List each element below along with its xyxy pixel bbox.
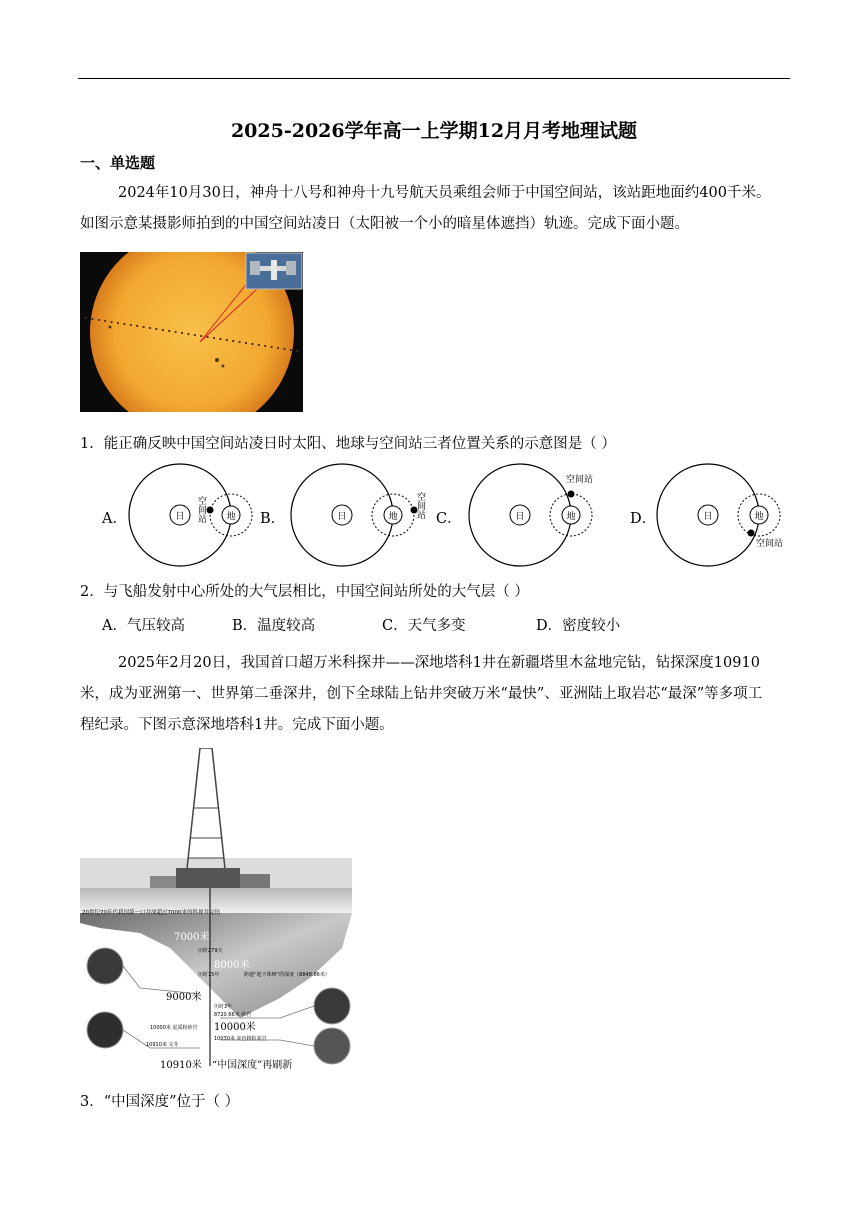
diagram-b[interactable] (286, 462, 436, 568)
passage-2-line-2: 米，成为亚洲第一、世界第二垂深井，创下全球陆上钻井突破万米“最快”、亚洲陆上取岩芯“最深”等多项工 (80, 686, 763, 702)
top-rule (78, 78, 790, 79)
transit-dot (149, 327, 151, 329)
transit-dot (283, 348, 285, 350)
earth-label: 地 (754, 512, 764, 522)
transit-dot (251, 343, 253, 345)
label-15-years: 历时15年 (198, 972, 220, 978)
sun-label: 日 (175, 512, 185, 522)
station-icon (271, 260, 277, 280)
core-sample (314, 988, 350, 1024)
station-dot (748, 530, 755, 537)
transit-dot (111, 321, 113, 323)
earth-label: 地 (566, 512, 576, 522)
passage-2-line-1: 2025年2月20日，我国首口超万米科探井——深地塔科1井在新疆塔里木盆地完钻，钻探深度10910 (118, 655, 760, 671)
diagram-c[interactable] (466, 462, 616, 568)
sun-label: 日 (337, 512, 347, 522)
earth-label: 地 (226, 512, 236, 522)
transit-dot (187, 333, 189, 335)
transit-dot (181, 332, 183, 334)
depth-9000: 9000米 (166, 992, 202, 1003)
note-70s: 20世纪70年代我国第一口井深超过7000米的科探井完钻 (82, 910, 220, 916)
passage-2-line-3: 程纪录。下图示意深地塔科1井。完成下面小题。 (80, 717, 394, 733)
transit-dot (123, 323, 125, 325)
label-limestone: 10030米 灰色粗粒灰岩 (214, 1036, 267, 1042)
station-panel-icon (250, 261, 260, 275)
sun-label: 日 (515, 512, 525, 522)
label-siltstone: 10000米 泥质粉砂岩 (150, 1025, 198, 1031)
transit-dot (130, 324, 132, 326)
core-sample (87, 948, 123, 984)
transit-dot (290, 349, 292, 351)
station-dot (207, 507, 214, 514)
transit-dot (104, 320, 106, 322)
sun-transit-photo (80, 252, 303, 412)
depth-10000: 10000米 (214, 1022, 256, 1033)
transit-dot (194, 334, 196, 336)
sunspot (109, 326, 112, 329)
transit-dot (168, 330, 170, 332)
transit-dot (155, 328, 157, 330)
option-d-label[interactable]: D． (630, 511, 657, 527)
question-2-stem: 2．与飞船发射中心所处的大气层相比，中国空间站所处的大气层（ ） (80, 584, 529, 600)
label-3-years: 历时3年 (214, 1004, 233, 1010)
depth-10910: 10910米 (160, 1060, 202, 1071)
transit-dot (264, 345, 266, 347)
station-label: 空间站 (196, 496, 206, 523)
transit-dot (85, 317, 87, 319)
section-heading: 一、单选题 (80, 154, 156, 172)
transit-dot (175, 331, 177, 333)
transit-dot (143, 326, 145, 328)
sunspot (222, 365, 225, 368)
depth-record-label: “中国深度”再刷新 (212, 1060, 293, 1071)
sun-label: 日 (703, 512, 713, 522)
station-panel-icon (286, 261, 296, 275)
question-1-stem: 1．能正确反映中国空间站凌日时太阳、地球与空间站三者位置关系的示意图是（ ） (80, 436, 616, 452)
option-a-label[interactable]: A． (102, 511, 127, 527)
label-279-days: 历时279天 (198, 948, 223, 954)
transit-dot (162, 329, 164, 331)
station-label: 空间站 (415, 492, 425, 519)
transit-dot (296, 350, 298, 352)
transit-dot (226, 339, 228, 341)
transit-dot (213, 337, 215, 339)
transit-dot (117, 322, 119, 324)
sunspot (215, 358, 219, 362)
transit-dot (219, 338, 221, 340)
transit-dot (239, 341, 241, 343)
station-label: 空间站 (566, 475, 594, 485)
transit-dot (277, 347, 279, 349)
passage-1 (80, 178, 792, 240)
transit-dot (232, 340, 234, 342)
label-complete: 10910米 完井 (146, 1042, 179, 1048)
label-sandstone: 8720.66米 砂岩 (214, 1012, 252, 1018)
rig-base (176, 868, 240, 888)
label-everest: 跨越“地下珠峰”的深度（8848.86米） (244, 972, 330, 978)
station-label: 空间站 (756, 539, 784, 549)
question-3-stem: 3．“中国深度”位于（ ） (80, 1094, 240, 1110)
depth-8000: 8000米 (214, 960, 250, 971)
transit-dot (271, 346, 273, 348)
core-sample (314, 1028, 350, 1064)
passage-1-line-1: 2024年10月30日，神舟十八号和神舟十九号航天员乘组会师于中国空间站，该站距地面约400千米。 (118, 185, 771, 201)
q2-option-c[interactable]: C．天气多变 (382, 618, 466, 634)
transit-dot (200, 335, 202, 337)
q2-option-b[interactable]: B．温度较高 (232, 618, 316, 634)
transit-dot (91, 318, 93, 320)
option-b-label[interactable]: B． (260, 511, 286, 527)
option-c-label[interactable]: C． (436, 511, 462, 527)
core-sample (87, 1012, 123, 1048)
well-figure (80, 748, 352, 1076)
diagram-a[interactable] (128, 462, 268, 568)
transit-dot (136, 325, 138, 327)
diagram-d[interactable] (652, 462, 802, 568)
depth-7000: 7000米 (174, 932, 210, 943)
transit-dot (245, 342, 247, 344)
passage-2 (80, 648, 792, 741)
q2-option-a[interactable]: A．气压较高 (102, 618, 185, 634)
passage-1-line-2: 如图示意某摄影师拍到的中国空间站凌日（太阳被一个小的暗星体遮挡）轨迹。完成下面小题。 (80, 216, 689, 232)
transit-dot (258, 344, 260, 346)
page-title: 2025-2026学年高一上学期12月月考地理试题 (230, 120, 638, 142)
earth-label: 地 (388, 512, 398, 522)
transit-dot (98, 319, 100, 321)
q2-option-d[interactable]: D．密度较小 (536, 618, 621, 634)
station-dot (568, 491, 575, 498)
